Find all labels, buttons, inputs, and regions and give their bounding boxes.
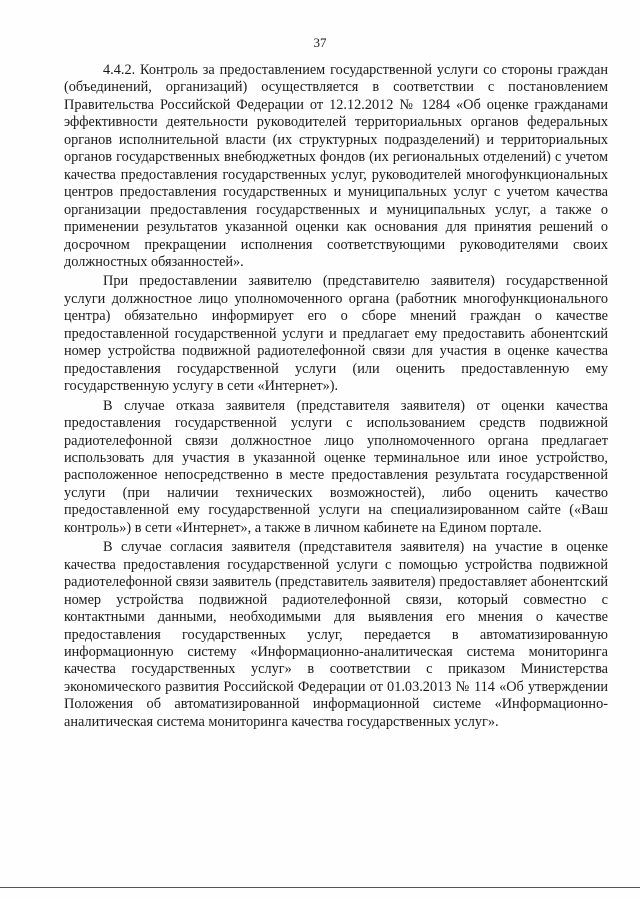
paragraph-informing-applicant: При предоставлении заявителю (представителю заявителя) государственной услуги должностное лицо уполномоченного органа (работник многофункционального центра) обязательно информирует его о сборе мнений граждан о качестве предоставленной государственной услуги и предлагает ему предоставить абонентский номер устройства подвижной радиотелефонной связи для участия в оценке качества предоставления государственной услуги (или оценить предоставленную ему государственную услугу в сети «Интернет»).	[64, 273, 608, 395]
paragraph-refusal-case: В случае отказа заявителя (представителя заявителя) от оценки качества предоставления государственной услуги с использованием средств подвижной радиотелефонной связи должностное лицо уполномоченного органа предлагает использовать для участия в указанной оценке терминальное или иное устройство, расположенное непосредственно в месте предоставления результата государственной услуги (при наличии технических возможностей), либо оценить качество предоставленной ему государственной услуги на специализированном сайте («Ваш контроль») в сети «Интернет», а также в личном кабинете на Едином портале.	[64, 397, 608, 536]
paragraph-consent-case: В случае согласия заявителя (представителя заявителя) на участие в оценке качества предоставления государственной услуги с помощью устройства подвижной радиотелефонной связи заявитель (представитель заявителя) предоставляет абонентский номер устройства подвижной радиотелефонной связи, который совместно с контактными данными, необходимыми для выявления его мнения о качестве предоставления государственных услуг, передается в автоматизированную информационную систему «Информационно-аналитическая система мониторинга качества государственных услуг» в соответствии с приказом Министерства экономического развития Российской Федерации от 01.03.2013 № 114 «Об утверждении Положения об автоматизированной информационной системе «Информационно-аналитическая система мониторинга качества государственных услуг».	[64, 539, 608, 730]
page-number: 37	[313, 35, 327, 50]
bottom-edge-line	[0, 887, 640, 888]
paragraph-control-clause: 4.4.2. Контроль за предоставлением государственной услуги со стороны граждан (объединений, организаций) осуществляется в соответствии с постановлением Правительства Российской Федерации от 12.12.2012 № 1284 «Об оценке гражданами эффективности деятельности руководителей территориальных органов федеральных органов исполнительной власти (их структурных подразделений) и территориальных органов государственных внебюджетных фондов (их региональных отделений) с учетом качества предоставления государственных услуг, руководителей многофункциональных центров предоставления государственных и муниципальных услуг с учетом качества организации предоставления государственных и муниципальных услуг, а также о применении результатов указанной оценки как основания для принятия решений о досрочном прекращении исполнения соответствующими руководителями своих должностных обязанностей».	[64, 62, 608, 270]
body-text	[64, 62, 608, 733]
